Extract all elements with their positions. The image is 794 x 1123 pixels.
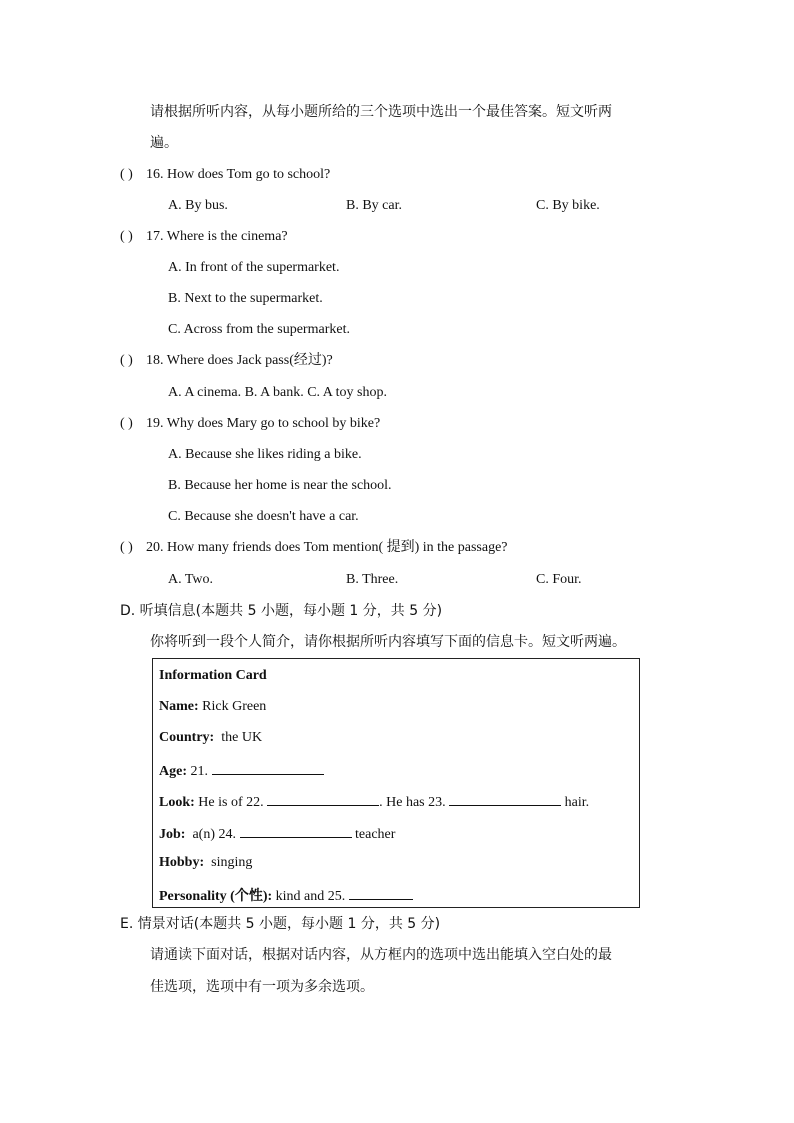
card-age-number: 21. [190,764,208,779]
option-17-b: B. Next to the supermarket. [168,291,323,306]
option-20-a: A. Two. [168,572,214,587]
section-e-heading: E. 情景对话(本题共 5 小题，每小题 1 分，共 5 分) [120,916,441,932]
section-d-heading: D. 听填信息(本题共 5 小题，每小题 1 分，共 5 分) [120,603,443,619]
option-16-b: B. By car. [346,198,402,213]
card-country-row [159,729,262,747]
answer-blank-23[interactable] [449,791,561,806]
options-18: A. A cinema. B. A bank. C. A toy shop. [168,385,387,400]
question-stem: 17. Where is the cinema? [146,229,288,244]
answer-blank-24[interactable] [240,823,352,838]
option-16-c: C. By bike. [536,198,600,213]
question-16 [120,166,330,184]
card-country-value: the UK [221,730,263,745]
card-name-value: Rick Green [202,699,267,714]
question-stem: 16. How does Tom go to school? [146,167,331,182]
card-title: Information Card [159,668,267,683]
option-16-a: A. By bus. [168,198,228,213]
card-job-label: Job: [159,827,186,842]
card-hobby-value: singing [211,855,253,870]
option-20-c: C. Four. [536,572,582,587]
answer-blank-25[interactable] [349,885,413,900]
card-look-label: Look: [159,795,195,810]
answer-blank-22[interactable] [267,791,379,806]
option-19-b: B. Because her home is near the school. [168,478,392,493]
section-e-line-2: 佳选项，选项中有一项为多余选项。 [150,979,374,995]
question-stem: 19. Why does Mary go to school by bike? [146,416,381,431]
option-17-a: A. In front of the supermarket. [168,260,340,275]
card-age-label: Age: [159,764,187,779]
question-stem: 18. Where does Jack pass(经过)? [146,353,333,368]
option-19-c: C. Because she doesn't have a car. [168,509,359,524]
question-20 [120,539,508,557]
question-18 [120,352,333,370]
answer-paren[interactable]: ( ) [120,353,133,368]
card-personality-label: Personality (个性): [159,889,273,904]
option-17-c: C. Across from the supermarket. [168,322,350,337]
answer-paren[interactable]: ( ) [120,167,133,182]
card-age-row [159,760,324,781]
section-e-line-1: 请通读下面对话，根据对话内容，从方框内的选项中选出能填入空白处的最 [150,947,612,963]
question-19 [120,415,380,433]
option-20-b: B. Three. [346,572,399,587]
card-country-label: Country: [159,730,215,745]
answer-paren[interactable]: ( ) [120,416,133,431]
card-personality-row: Personality (个性): kind and 25. [159,885,413,906]
card-name-label: Name: [159,699,199,714]
question-stem: 20. How many friends does Tom mention( 提到) in the passage? [146,540,508,555]
card-look-row: Look: He is of 22. . He has 23. hair. [159,791,589,812]
information-card [152,658,640,908]
card-job-row: Job: a(n) 24. teacher [159,823,395,844]
intro-line-2: 遍。 [150,135,178,151]
intro-line-1: 请根据所听内容，从每小题所给的三个选项中选出一个最佳答案。短文听两 [150,104,612,120]
card-hobby-label: Hobby: [159,855,205,870]
answer-paren[interactable]: ( ) [120,540,133,555]
option-19-a: A. Because she likes riding a bike. [168,447,362,462]
answer-blank-21[interactable] [212,760,324,775]
card-name-row [159,698,266,716]
card-hobby-row [159,854,252,872]
section-d-instruction: 你将听到一段个人简介，请你根据所听内容填写下面的信息卡。短文听两遍。 [150,634,626,650]
answer-paren[interactable]: ( ) [120,229,133,244]
question-17 [120,228,288,246]
